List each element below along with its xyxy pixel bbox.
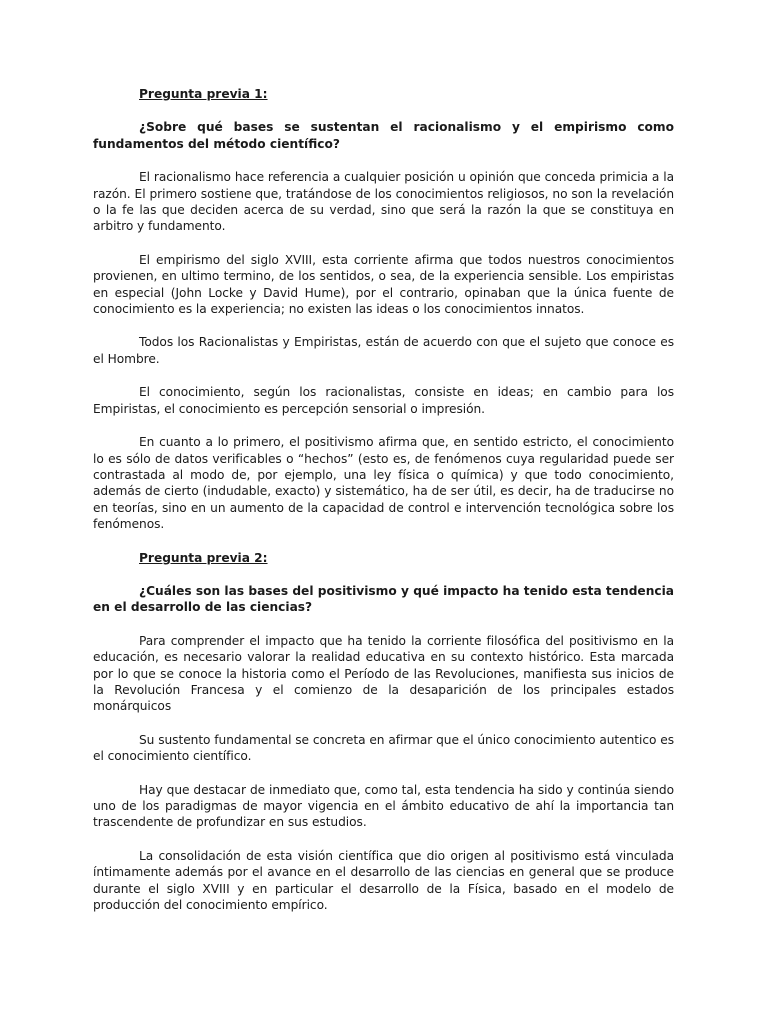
section-1-paragraph-2: El empirismo del siglo XVIII, esta corriente afirma que todos nuestros conocimientos provienen, en ultimo termino, de los sentidos, o sea, de la experiencia sensible. Los empiristas en especial (John Locke y David Hume), por el contrario, opinaban que la única fuente de conocimiento es la experiencia; no existen las ideas o los conocimientos innatos. xyxy=(93,252,674,317)
section-1-paragraph-5: En cuanto a lo primero, el positivismo afirma que, en sentido estricto, el conocimiento lo es sólo de datos verificables o “hechos” (esto es, de fenómenos cuya regularidad puede ser contrastada al modo de, por ejemplo, una ley física o química) y que todo conocimiento, además de cierto (indudable, exacto) y sistemático, ha de ser útil, es decir, ha de traducirse no en teorías, sino en un aumento de la capacidad de control e intervención tecnológica sobre los fenómenos. xyxy=(93,435,674,532)
section-1-question: ¿Sobre qué bases se sustentan el racionalismo y el empirismo como fundamentos del método científico? xyxy=(93,120,674,151)
section-2-paragraph-3: Hay que destacar de inmediato que, como tal, esta tendencia ha sido y continúa siendo uno de los paradigmas de mayor vigencia en el ámbito educativo de ahí la importancia tan trascendente de profundizar en sus estudios. xyxy=(93,782,674,830)
document-page xyxy=(93,86,674,913)
section-1-heading: Pregunta previa 1: xyxy=(139,87,268,101)
section-2-question: ¿Cuáles son las bases del positivismo y qué impacto ha tenido esta tendencia en el desarrollo de las ciencias? xyxy=(93,583,674,615)
section-2-heading: Pregunta previa 2: xyxy=(139,550,268,565)
section-2-paragraph-2: Su sustento fundamental se concreta en afirmar que el único conocimiento autentico es el conocimiento científico. xyxy=(93,732,674,764)
section-2-paragraph-1: Para comprender el impacto que ha tenido la corriente filosófica del positivismo en la educación, es necesario valorar la realidad educativa en su contexto histórico. Esta marcada por lo que se conoce la historia como el Período de las Revoluciones, manifiesta sus inicios de la Revolución Francesa y el comienzo de la desaparición de los principales estados monárquicos xyxy=(93,633,674,714)
section-2-paragraph-4: La consolidación de esta visión científica que dio origen al positivismo está vinculada íntimamente además por el avance en el desarrollo de las ciencias en general que se produce durante el siglo XVIII y en particular el desarrollo de la Física, basado en el modelo de producción del conocimiento empírico. xyxy=(93,848,674,913)
section-1-paragraph-3: Todos los Racionalistas y Empiristas, están de acuerdo con que el sujeto que conoce es el Hombre. xyxy=(93,335,674,366)
section-1-paragraph-4: El conocimiento, según los racionalistas, consiste en ideas; en cambio para los Empiristas, el conocimiento es percepción sensorial o impresión. xyxy=(93,385,674,416)
section-1-paragraph-1: El racionalismo hace referencia a cualquier posición u opinión que conceda primicia a la razón. El primero sostiene que, tratándose de los conocimientos religiosos, no son la revelación o la fe las que deciden acerca de su verdad, sino que será la razón la que se constituya en arbitro y fundamento. xyxy=(93,170,674,234)
